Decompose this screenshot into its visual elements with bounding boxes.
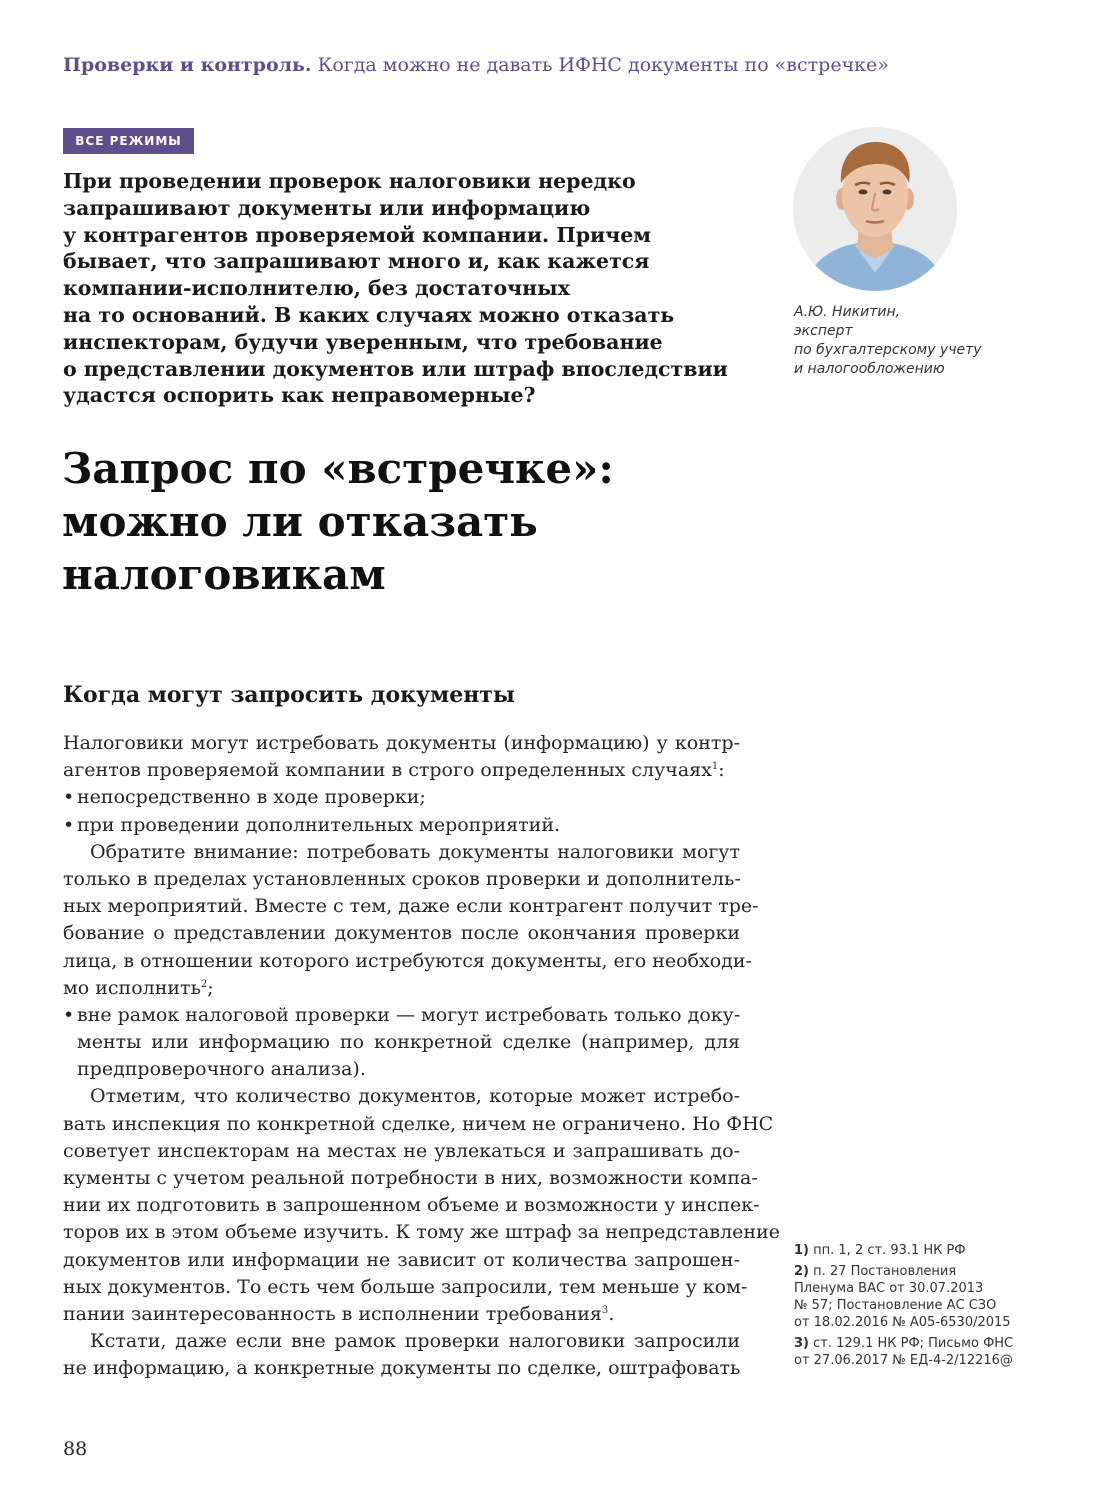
footnote-line: от 18.02.2016 № А05-6530/2015 <box>794 1315 1011 1330</box>
footnote-ref: 2 <box>200 978 208 990</box>
footnote-text: п. 27 Постановления <box>813 1264 957 1279</box>
author-role-line: и налогообложению <box>794 361 945 377</box>
lead-line: удастся оспорить как неправомерные? <box>63 383 536 408</box>
lead-line: у контрагентов проверяемой компании. Причем <box>63 222 652 247</box>
lead-line: бывает, что запрашивают много и, как кажется <box>63 249 650 274</box>
running-head-title: Когда можно не давать ИФНС документы по «встречке» <box>317 54 889 76</box>
author-photo <box>793 127 957 291</box>
article-title <box>62 442 822 601</box>
footnotes <box>794 1242 1094 1373</box>
footnote-number: 3) <box>794 1336 809 1351</box>
footnote-line <box>794 1242 1094 1259</box>
body-line: Кстати, даже если вне рамок проверки налоговики запросили <box>90 1330 740 1353</box>
body-line <box>63 975 740 1002</box>
body-line: торов их в этом объеме изучить. К тому же штраф за непредставление <box>63 1221 780 1244</box>
lead-line: на то оснований. В каких случаях можно отказать <box>63 302 675 327</box>
body-line: лица, в отношении которого истребуются документы, его необходи- <box>63 949 752 972</box>
footnote <box>794 1335 1094 1369</box>
footnote-line <box>794 1335 1094 1352</box>
footnote-number: 2) <box>794 1264 809 1279</box>
article-title-line: Запрос по «встречке»: <box>62 444 614 493</box>
article-title-line: можно ли отказать <box>62 497 538 546</box>
body-line: ных документов. То есть чем больше запросили, тем меньше у ком- <box>63 1275 748 1298</box>
bullet-item: • при проведении дополнительных мероприятий. <box>63 812 740 839</box>
footnote-ref: 1 <box>711 761 719 773</box>
lead-line: компании-исполнителю, без достаточных <box>63 276 570 301</box>
footnote-ref: 3 <box>601 1304 609 1316</box>
body-line: Отметим, что количество документов, которые может истребо- <box>90 1085 740 1108</box>
footnote-line <box>794 1263 1094 1280</box>
body-text: . <box>608 1302 615 1325</box>
body-line: Налоговики могут истребовать документы (информацию) у контр- <box>63 732 740 754</box>
footnote-line: Пленума ВАС от 30.07.2013 <box>794 1281 984 1296</box>
page-number: 88 <box>63 1438 88 1460</box>
body-text: : <box>718 759 725 782</box>
body-line <box>63 757 740 784</box>
body-line: вать инспекция по конкретной сделке, ничем не ограничено. Но ФНС <box>63 1112 774 1135</box>
body-line: только в пределах установленных сроков проверки и дополнитель- <box>63 867 741 890</box>
article-title-line: налоговикам <box>62 550 386 599</box>
body-line: менты или информацию по конкретной сделке (например, для <box>77 1031 740 1054</box>
body-line: документов или информации не зависит от количества запрошен- <box>63 1248 740 1271</box>
lead-line: инспекторам, будучи уверенным, что требование <box>63 329 663 354</box>
regime-tag: ВСЕ РЕЖИМЫ <box>63 128 194 154</box>
author-portrait-image <box>793 127 957 291</box>
body-text: пании заинтересованность в исполнении требования <box>63 1302 602 1325</box>
author-role-line: по бухгалтерскому учету <box>794 342 982 358</box>
body-line: не информацию, а конкретные документы по сделке, оштрафовать <box>63 1357 741 1380</box>
author-caption <box>794 303 1044 379</box>
body-text: агентов проверяемой компании в строго определенных случаях <box>63 759 712 782</box>
body-line: Обратите внимание: потребовать документы налоговики могут <box>90 840 740 863</box>
lead-line: о представлении документов или штраф впоследствии <box>63 356 728 381</box>
author-name: А.Ю. Никитин, <box>794 304 901 320</box>
body-line: бование о представлении документов после окончания проверки <box>63 922 740 945</box>
footnote <box>794 1242 1094 1259</box>
lead-line: При проведении проверок налоговики нередко <box>63 169 636 193</box>
body-line: советует инспекторам на местах не увлекаться и запрашивать до- <box>63 1139 740 1162</box>
lead-paragraph <box>63 168 763 409</box>
body-line <box>63 1301 740 1328</box>
lead-line: запрашивают документы или информацию <box>63 195 591 220</box>
body-text: ; <box>207 976 214 999</box>
body-line: нии их подготовить в запрошенном объеме и возможности у инспек- <box>63 1194 760 1217</box>
footnote-line: от 27.06.2017 № ЕД-4-2/12216@ <box>794 1353 1013 1368</box>
running-head <box>63 54 889 76</box>
author-role-line: эксперт <box>794 323 853 339</box>
bullet-item: • непосредственно в ходе проверки; <box>63 784 740 811</box>
body-line: ных мероприятий. Вместе с тем, даже если контрагент получит тре- <box>63 895 759 918</box>
footnote-text: ст. 129.1 НК РФ; Письмо ФНС <box>813 1336 1014 1351</box>
footnote <box>794 1263 1094 1331</box>
footnote-number: 1) <box>794 1243 809 1258</box>
section-heading: Когда могут запросить документы <box>63 682 515 708</box>
article-body <box>63 730 780 1383</box>
bullet-item: • вне рамок налоговой проверки — могут истребовать только доку- <box>63 1002 740 1029</box>
footnote-text: пп. 1, 2 ст. 93.1 НК РФ <box>813 1243 966 1258</box>
footnote-line: № 57; Постановление АС СЗО <box>794 1298 997 1313</box>
body-line: кументы с учетом реальной потребности в них, возможности компа- <box>63 1167 758 1189</box>
body-text: мо исполнить <box>63 976 201 999</box>
running-head-section: Проверки и контроль. <box>63 54 312 76</box>
body-line: предпроверочного анализа). <box>77 1058 366 1081</box>
